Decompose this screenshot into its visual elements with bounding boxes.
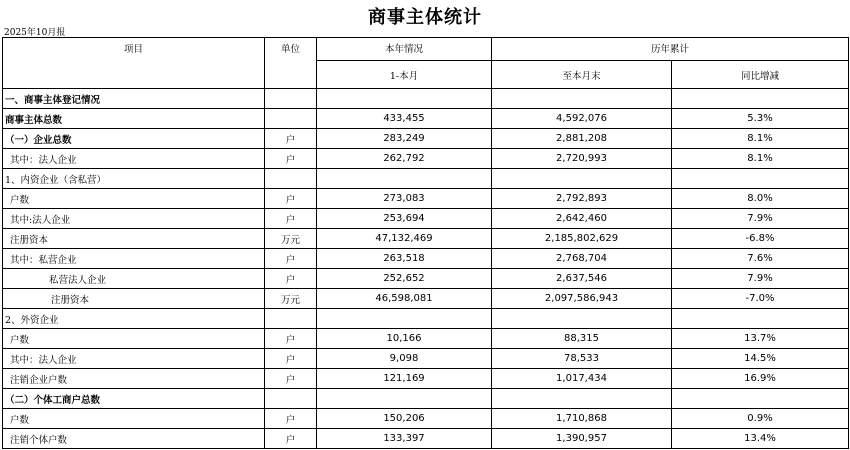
header-to-month-end: 至本月末 xyxy=(492,61,672,89)
row-yoy-value: 7.6% xyxy=(672,249,849,269)
row-cumulative-value: 1,710,868 xyxy=(492,409,672,429)
header-current-year: 本年情况 xyxy=(317,38,492,61)
row-unit: 户 xyxy=(265,409,317,429)
row-yoy-value xyxy=(672,389,849,409)
header-yoy-change: 同比增减 xyxy=(672,61,849,89)
row-label: 户数 xyxy=(3,409,265,429)
row-label: 户数 xyxy=(3,329,265,349)
table-row xyxy=(3,369,849,389)
header-cumulative: 历年累计 xyxy=(492,38,849,61)
row-label: 户数 xyxy=(3,189,265,209)
row-ytd-value: 150,206 xyxy=(317,409,492,429)
row-ytd-value: 283,249 xyxy=(317,129,492,149)
row-label: 其中:法人企业 xyxy=(3,209,265,229)
row-label: 一、商事主体登记情况 xyxy=(3,89,265,109)
row-ytd-value: 262,792 xyxy=(317,149,492,169)
row-unit xyxy=(265,109,317,129)
row-label: 注销个体户数 xyxy=(3,429,265,449)
page-title: 商事主体统计 xyxy=(368,7,482,28)
row-cumulative-value: 2,185,802,629 xyxy=(492,229,672,249)
row-yoy-value: 0.9% xyxy=(672,409,849,429)
row-cumulative-value: 88,315 xyxy=(492,329,672,349)
table-row xyxy=(3,129,849,149)
row-unit: 户 xyxy=(265,329,317,349)
table-header xyxy=(3,38,849,89)
row-label: 注销企业户数 xyxy=(3,369,265,389)
row-yoy-value: 16.9% xyxy=(672,369,849,389)
table-row xyxy=(3,389,849,409)
row-ytd-value: 273,083 xyxy=(317,189,492,209)
table-row xyxy=(3,269,849,289)
row-cumulative-value: 2,720,993 xyxy=(492,149,672,169)
header-row-top xyxy=(3,38,849,61)
table-row xyxy=(3,249,849,269)
row-unit xyxy=(265,309,317,329)
row-unit xyxy=(265,169,317,189)
row-ytd-value xyxy=(317,309,492,329)
table-row xyxy=(3,329,849,349)
row-ytd-value: 253,694 xyxy=(317,209,492,229)
row-ytd-value xyxy=(317,89,492,109)
row-cumulative-value xyxy=(492,309,672,329)
header-month-range: 1-本月 xyxy=(317,61,492,89)
row-cumulative-value xyxy=(492,389,672,409)
table-body xyxy=(3,89,849,449)
header-item: 项目 xyxy=(3,38,265,89)
row-yoy-value: 13.4% xyxy=(672,429,849,449)
table-row xyxy=(3,89,849,109)
table-row xyxy=(3,109,849,129)
row-cumulative-value: 1,017,434 xyxy=(492,369,672,389)
row-unit: 万元 xyxy=(265,229,317,249)
row-ytd-value xyxy=(317,169,492,189)
row-cumulative-value xyxy=(492,89,672,109)
row-unit: 户 xyxy=(265,209,317,229)
row-ytd-value xyxy=(317,389,492,409)
table-row xyxy=(3,209,849,229)
row-unit: 户 xyxy=(265,349,317,369)
row-unit: 户 xyxy=(265,269,317,289)
row-yoy-value: 8.1% xyxy=(672,129,849,149)
row-yoy-value: 14.5% xyxy=(672,349,849,369)
row-yoy-value xyxy=(672,89,849,109)
report-date: 2025年10月报 xyxy=(4,28,66,38)
row-unit: 户 xyxy=(265,249,317,269)
row-label: 其中：法人企业 xyxy=(3,149,265,169)
row-cumulative-value: 2,792,893 xyxy=(492,189,672,209)
row-cumulative-value xyxy=(492,169,672,189)
row-yoy-value xyxy=(672,169,849,189)
row-ytd-value: 46,598,081 xyxy=(317,289,492,309)
row-unit: 户 xyxy=(265,129,317,149)
row-label: 私营法人企业 xyxy=(3,269,265,289)
header-unit: 单位 xyxy=(265,38,317,89)
row-yoy-value: -6.8% xyxy=(672,229,849,249)
row-unit: 户 xyxy=(265,149,317,169)
row-label: 1、内资企业（含私营） xyxy=(3,169,265,189)
row-yoy-value: 13.7% xyxy=(672,329,849,349)
row-ytd-value: 9,098 xyxy=(317,349,492,369)
row-ytd-value: 10,166 xyxy=(317,329,492,349)
row-cumulative-value: 4,592,076 xyxy=(492,109,672,129)
table-row xyxy=(3,349,849,369)
row-ytd-value: 433,455 xyxy=(317,109,492,129)
row-yoy-value: 8.0% xyxy=(672,189,849,209)
row-yoy-value: -7.0% xyxy=(672,289,849,309)
statistics-table xyxy=(2,37,849,449)
row-label: 其中：私营企业 xyxy=(3,249,265,269)
row-yoy-value: 7.9% xyxy=(672,209,849,229)
row-label: 其中：法人企业 xyxy=(3,349,265,369)
row-unit: 户 xyxy=(265,189,317,209)
table-row xyxy=(3,169,849,189)
row-cumulative-value: 78,533 xyxy=(492,349,672,369)
table-row xyxy=(3,289,849,309)
table-row xyxy=(3,149,849,169)
row-label: 商事主体总数 xyxy=(3,109,265,129)
row-label: 注册资本 xyxy=(3,289,265,309)
row-unit: 户 xyxy=(265,369,317,389)
row-label: （二）个体工商户总数 xyxy=(3,389,265,409)
row-unit: 户 xyxy=(265,429,317,449)
row-ytd-value: 252,652 xyxy=(317,269,492,289)
row-ytd-value: 121,169 xyxy=(317,369,492,389)
row-unit xyxy=(265,89,317,109)
row-ytd-value: 133,397 xyxy=(317,429,492,449)
table-row xyxy=(3,409,849,429)
row-cumulative-value: 1,390,957 xyxy=(492,429,672,449)
row-label: 注册资本 xyxy=(3,229,265,249)
row-cumulative-value: 2,637,546 xyxy=(492,269,672,289)
table-row xyxy=(3,189,849,209)
table-row xyxy=(3,309,849,329)
row-ytd-value: 47,132,469 xyxy=(317,229,492,249)
row-yoy-value: 5.3% xyxy=(672,109,849,129)
row-cumulative-value: 2,881,208 xyxy=(492,129,672,149)
row-yoy-value: 8.1% xyxy=(672,149,849,169)
row-yoy-value xyxy=(672,309,849,329)
row-unit: 万元 xyxy=(265,289,317,309)
row-cumulative-value: 2,097,586,943 xyxy=(492,289,672,309)
row-yoy-value: 7.9% xyxy=(672,269,849,289)
table-row xyxy=(3,229,849,249)
row-label: 2、外资企业 xyxy=(3,309,265,329)
row-unit xyxy=(265,389,317,409)
table-row xyxy=(3,429,849,449)
row-cumulative-value: 2,642,460 xyxy=(492,209,672,229)
row-label: （一）企业总数 xyxy=(3,129,265,149)
row-ytd-value: 263,518 xyxy=(317,249,492,269)
row-cumulative-value: 2,768,704 xyxy=(492,249,672,269)
